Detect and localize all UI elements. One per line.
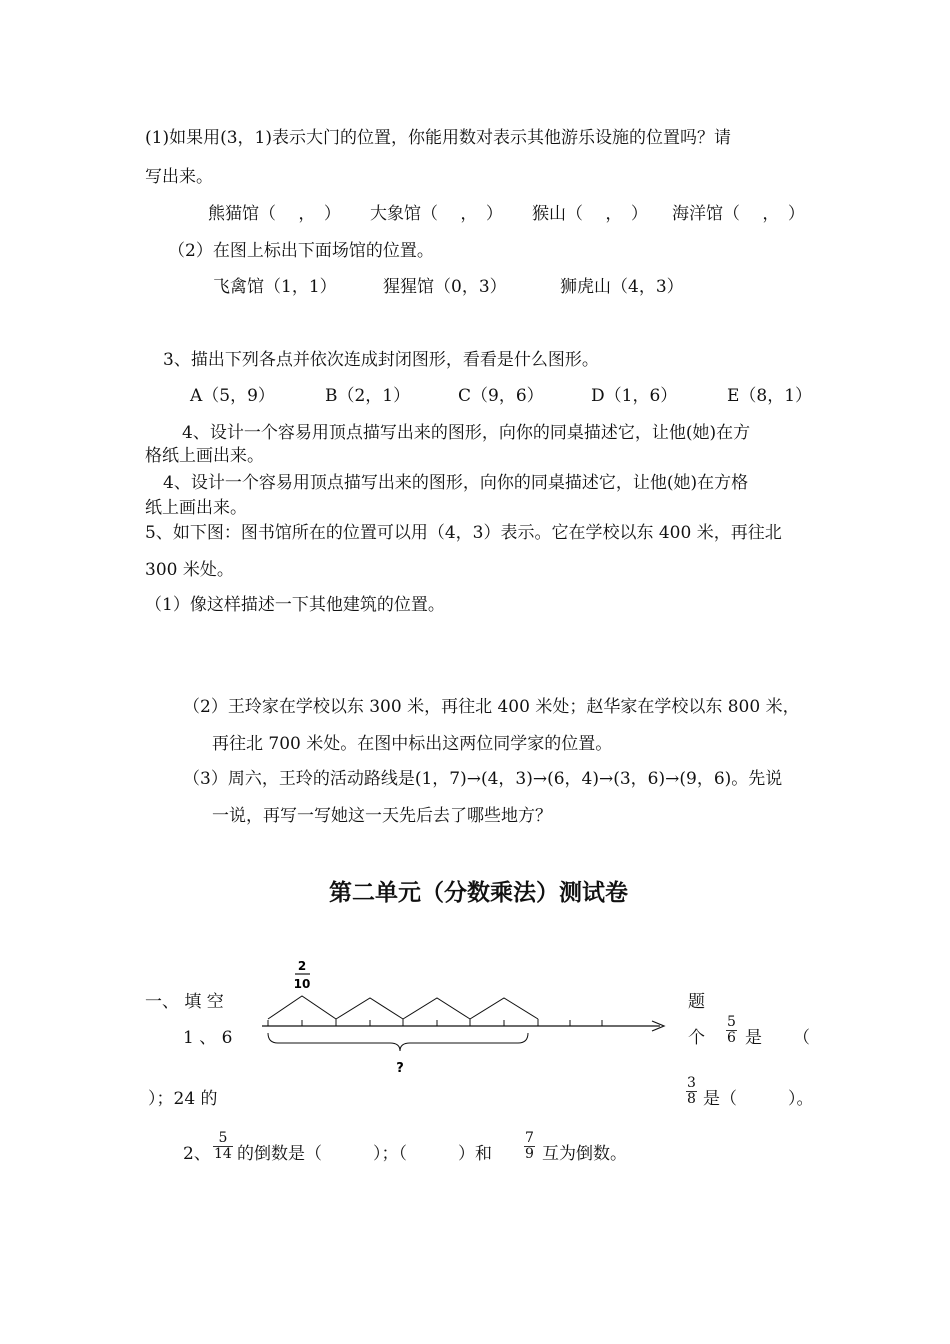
q4b-line2: 纸上画出来。 [145, 498, 247, 518]
number-line-brace [268, 1033, 528, 1051]
q5-line2: 300 米处。 [145, 560, 234, 580]
q1-item-monkey: 猴山（ ， ） [532, 204, 648, 224]
number-line-jumps [268, 996, 538, 1019]
fraction-7-9-num: 7 [525, 1130, 534, 1146]
q1-item-panda: 熊猫馆（ ， ） [208, 204, 341, 224]
q4a-line1: 4、设计一个容易用顶点描写出来的图形，向你的同桌描述它，让他(她)在方 [182, 423, 751, 443]
q4b-line1: 4、设计一个容易用顶点描写出来的图形，向你的同桌描述它，让他(她)在方格 [163, 473, 749, 493]
q1-sub2: （2）在图上标出下面场馆的位置。 [168, 241, 434, 261]
q5-sub3-line2: 一说，再写一写她这一天先后去了哪些地方？ [212, 806, 552, 826]
q3-point-b: B（2，1） [325, 386, 411, 406]
q5-sub2-line1: （2）王玲家在学校以东 300 米，再往北 400 米处；赵华家在学校以东 800 米， [183, 697, 800, 717]
q3-point-d: D（1，6） [591, 386, 678, 406]
q1-place-birds: 飞禽馆（1，1） [213, 277, 337, 297]
fraction-5-6 [723, 1015, 740, 1046]
unit2-q1-prefix: 1 、 6 [183, 1028, 233, 1048]
unit2-q1-shi-blank: 是（ ）。 [703, 1089, 814, 1109]
fraction-5-6-num: 5 [727, 1014, 736, 1030]
q1-item-elephant: 大象馆（ ， ） [370, 204, 503, 224]
unit2-q2-mid: 的倒数是（ ）；（ ）和 [237, 1144, 492, 1164]
q3-text: 3、描出下列各点并依次连成封闭图形，看看是什么图形。 [163, 350, 599, 370]
fraction-7-9 [521, 1131, 538, 1162]
number-line-ticks [268, 1019, 602, 1026]
q3-point-a: A（5，9） [190, 386, 275, 406]
unit2-q1-ge: 个 [688, 1028, 705, 1048]
q1-line1: (1)如果用(3，1)表示大门的位置，你能用数对表示其他游乐设施的位置吗？请 [145, 128, 731, 148]
diagram-fraction-den: 10 [293, 977, 311, 991]
unit2-title: 第二单元（分数乘法）测试卷 [329, 880, 628, 906]
unit2-q2-end: 互为倒数。 [542, 1144, 627, 1164]
section1-heading: 一、 填 空 [145, 992, 224, 1012]
unit2-q1-paren-close-24: ）；24 的 [148, 1089, 218, 1109]
q5-sub3-line1: （3）周六，王玲的活动路线是(1，7)→(4，3)→(6，4)→(3，6)→(9，6)。先说 [183, 769, 783, 789]
unit2-q2-prefix: 2、 [183, 1144, 211, 1164]
unit2-q1-shi: 是 [745, 1028, 762, 1048]
q1-ti-char: 题 [688, 992, 705, 1012]
q5-sub1: （1）像这样描述一下其他建筑的位置。 [145, 595, 445, 615]
q1-item-ocean: 海洋馆（ ， ） [672, 204, 805, 224]
q4a-line2: 格纸上画出来。 [145, 446, 264, 466]
fraction-3-8-den: 8 [687, 1091, 696, 1107]
fraction-5-14-num: 5 [213, 1131, 233, 1147]
q1-place-lions: 狮虎山（4，3） [560, 277, 684, 297]
q3-point-e: E（8，1） [727, 386, 813, 406]
fraction-5-14 [210, 1131, 236, 1162]
q1-place-apes: 猩猩馆（0，3） [383, 277, 507, 297]
q3-point-c: C（9，6） [458, 386, 544, 406]
q1-line2: 写出来。 [145, 167, 213, 187]
unit2-q1-paren-open: （ [793, 1028, 810, 1048]
q5-line1: 5、如下图：图书馆所在的位置可以用（4，3）表示。它在学校以东 400 米，再往北 [145, 523, 782, 543]
fraction-3-8-num: 3 [687, 1075, 696, 1091]
fraction-7-9-den: 9 [525, 1146, 534, 1162]
fraction-5-14-den: 14 [214, 1146, 232, 1162]
number-line-diagram [250, 955, 680, 1080]
q5-sub2-line2: 再往北 700 米处。在图中标出这两位同学家的位置。 [212, 734, 613, 754]
diagram-fraction-num: 2 [297, 959, 307, 973]
diagram-question-mark: ? [396, 1061, 404, 1076]
fraction-3-8 [683, 1076, 700, 1107]
fraction-5-6-den: 6 [727, 1030, 736, 1046]
